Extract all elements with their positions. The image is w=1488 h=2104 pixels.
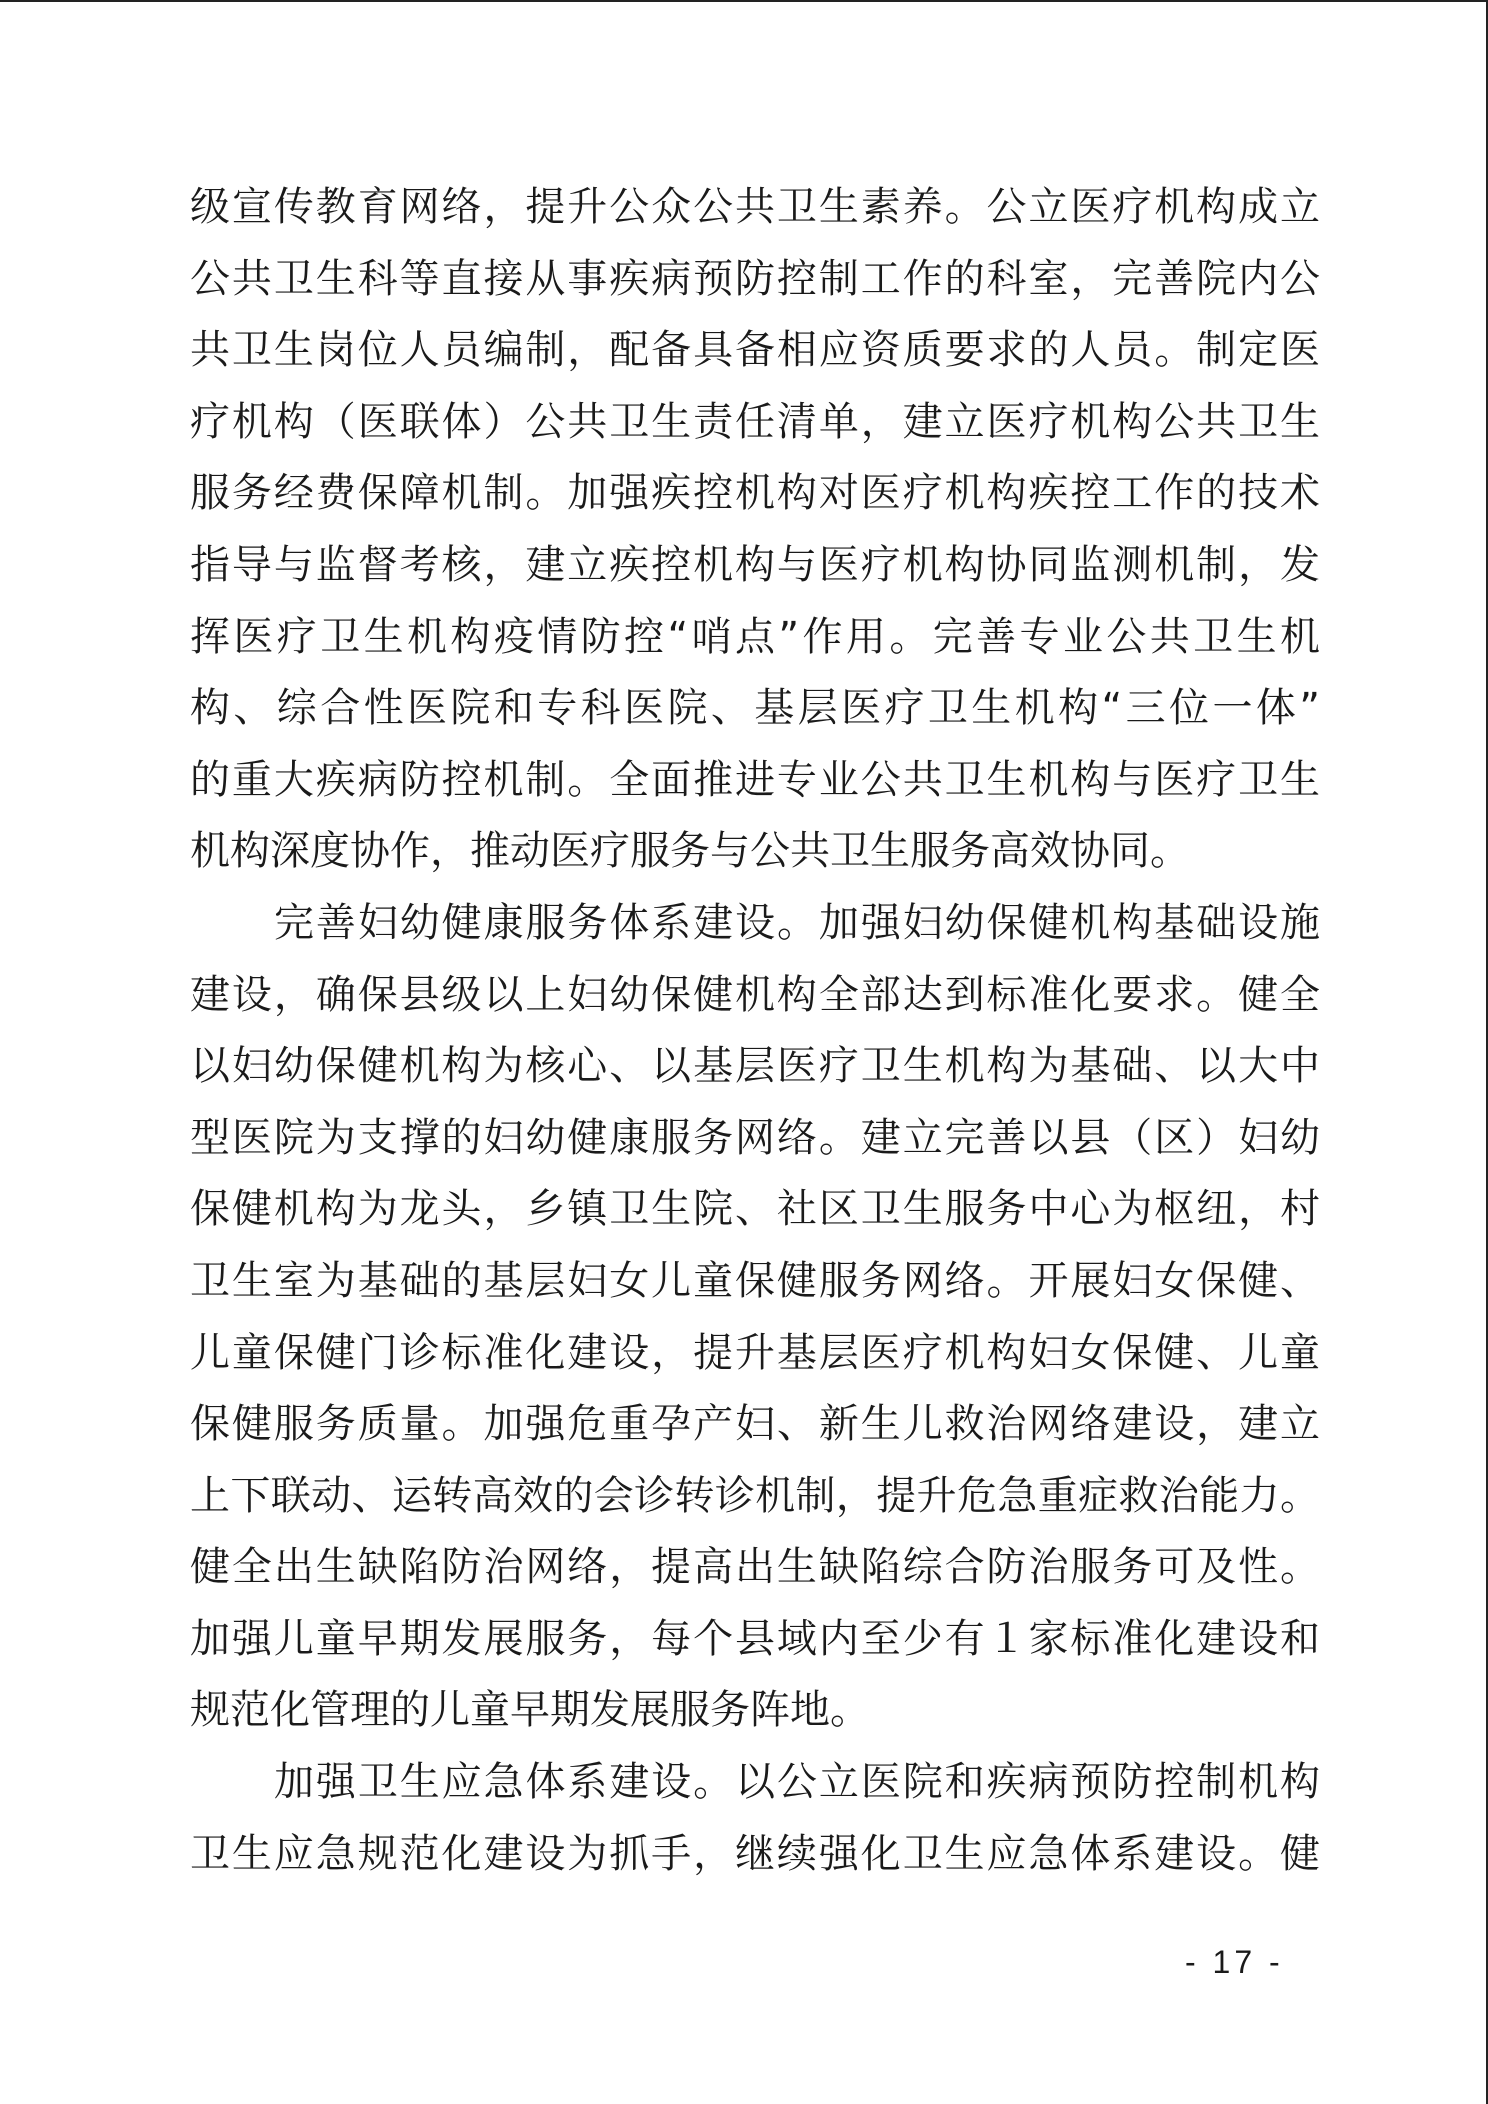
text-line: 完善妇幼健康服务体系建设。加强妇幼保健机构基础设施 — [274, 899, 1320, 946]
text-line: 型医院为支撑的妇幼健康服务网络。建立完善以县（区）妇幼 — [190, 1114, 1320, 1161]
text-line: 共卫生岗位人员编制，配备具备相应资质要求的人员。制定医 — [190, 327, 1320, 374]
page-border-top — [0, 0, 1488, 2]
text-line: 加强卫生应急体系建设。以公立医院和疾病预防控制机构 — [274, 1759, 1320, 1806]
text-line: 级宣传教育网络，提升公众公共卫生素养。公立医疗机构成立 — [190, 184, 1320, 230]
text-line: 上下联动、运转高效的会诊转诊机制，提升危急重症救治能力。 — [190, 1472, 1320, 1519]
text-line: 保健服务质量。加强危重孕产妇、新生儿救治网络建设，建立 — [190, 1401, 1320, 1448]
paragraph — [190, 888, 1320, 1747]
text-line: 加强儿童早期发展服务，每个县域内至少有１家标准化建设和 — [190, 1615, 1320, 1662]
text-line: 以妇幼保健机构为核心、以基层医疗卫生机构为基础、以大中 — [190, 1043, 1320, 1090]
text-line: 指导与监督考核，建立疾控机构与医疗机构协同监测机制，发 — [190, 541, 1320, 588]
text-line: 保健机构为龙头，乡镇卫生院、社区卫生服务中心为枢纽，村 — [190, 1186, 1320, 1233]
text-line: 服务经费保障机制。加强疾控机构对医疗机构疾控工作的技术 — [190, 470, 1320, 517]
body-text — [190, 172, 1320, 1890]
text-line: 建设，确保县级以上妇幼保健机构全部达到标准化要求。健全 — [190, 971, 1320, 1018]
text-line: 健全出生缺陷防治网络，提高出生缺陷综合防治服务可及性。 — [190, 1544, 1320, 1591]
text-line: 卫生室为基础的基层妇女儿童保健服务网络。开展妇女保健、 — [190, 1257, 1320, 1304]
text-line: 的重大疾病防控机制。全面推进专业公共卫生机构与医疗卫生 — [190, 756, 1320, 803]
text-line: 儿童保健门诊标准化建设，提升基层医疗机构妇女保健、儿童 — [190, 1329, 1320, 1376]
text-line: 公共卫生科等直接从事疾病预防控制工作的科室，完善院内公 — [190, 255, 1320, 302]
text-line: 疗机构（医联体）公共卫生责任清单，建立医疗机构公共卫生 — [190, 398, 1320, 445]
text-line: 构、综合性医院和专科医院、基层医疗卫生机构“三位一体” — [190, 685, 1320, 732]
text-line: 机构深度协作，推动医疗服务与公共卫生服务高效协同。 — [190, 828, 1190, 875]
text-line: 规范化管理的儿童早期发展服务阵地。 — [190, 1687, 870, 1734]
paragraph — [190, 172, 1320, 888]
text-line: 挥医疗卫生机构疫情防控“哨点”作用。完善专业公共卫生机 — [190, 613, 1320, 660]
paragraph — [190, 1747, 1320, 1890]
text-line: 卫生应急规范化建设为抓手，继续强化卫生应急体系建设。健 — [190, 1830, 1320, 1877]
page-number: - 17 - — [1185, 1944, 1284, 1980]
